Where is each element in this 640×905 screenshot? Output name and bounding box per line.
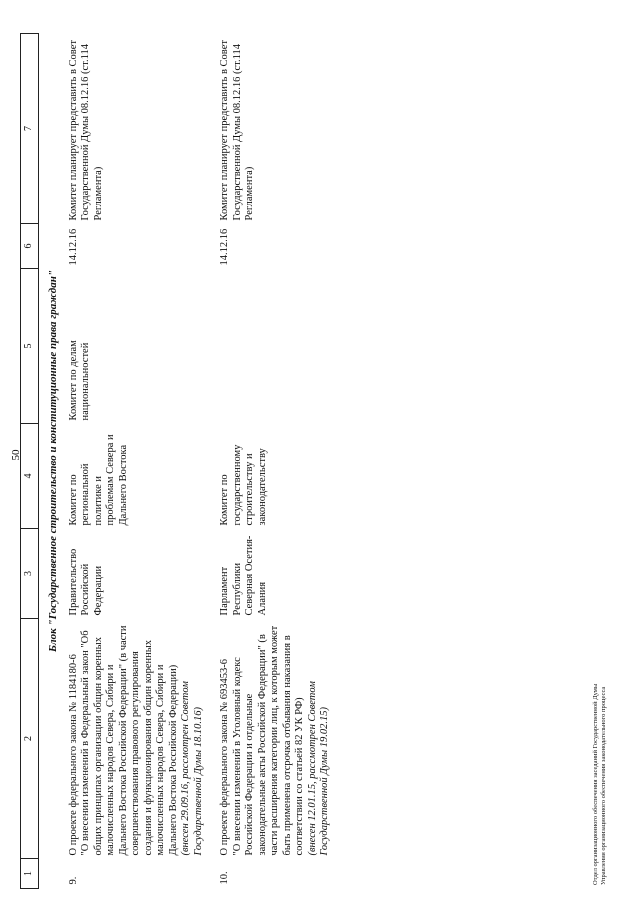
responsible-committee-cell: Комитет по государственному строительству и законодательству — [219, 444, 268, 526]
project-title: О проекте федерального закона № 693453-6 — [219, 658, 230, 856]
initiator-cell: Парламент Республики Северная Осетия-Алания — [219, 535, 268, 616]
project-title: О проекте федерального закона № 1184180-6 — [67, 654, 79, 856]
column-header: 7 — [21, 34, 39, 224]
co-executor-cell — [217, 269, 332, 424]
initiator-cell: Правительство Российской Федерации — [67, 548, 104, 616]
project-description: "О внесении изменений в Федеральный закон "Об общих принципах организации общин коренных малочисленных народов Севера, Сибири и Дальнего Востока Российской Федерации" (в части совершенствования правового регулирования создания и функционирования общин коренных малочисленных народов Севера, Сибири и Дальнего Востока Российской Федерации) — [80, 625, 179, 856]
project-note: (внесен 29.09.16, рассмотрен Советом Государственной Думы 18.10.16) — [180, 681, 204, 856]
column-number-row — [21, 34, 39, 889]
project-cell — [217, 619, 332, 859]
row-number: 10. — [219, 871, 230, 885]
date-cell: 14.12.16 — [219, 228, 230, 266]
block-title: Блок "Государственное строительство и конституционные права граждан" — [47, 270, 59, 652]
column-header: 6 — [21, 224, 39, 269]
table-row — [217, 34, 332, 889]
remark-cell: Комитет планирует представить в Совет Государственной Думы 08.12.16 (ст.114 Регламента) — [67, 40, 104, 221]
remark-cell: Комитет планирует представить в Совет Государственной Думы 08.12.16 (ст.114 Регламента) — [219, 40, 255, 221]
footer — [592, 684, 608, 885]
footer-line: Управления организационного обеспечения законодательного процесса — [600, 686, 607, 885]
project-description: "О внесении изменений в Уголовный кодекс Российской Федерации и отдельные законодательные акты Российской Федерации" (в части расширения категории лиц, к которым может быть применена отсрочка отбывания наказания в соответствии со статьей 82 УК РФ) — [231, 625, 305, 856]
table-row — [66, 34, 206, 889]
project-note: (внесен 12.01.15, рассмотрен Советом Государственной Думы 19.02.15) — [306, 681, 330, 856]
responsible-committee-cell: Комитет по региональной политике и проблемам Севера и Дальнего Востока — [67, 434, 129, 526]
co-executor-cell: Комитет по делам национальностей — [67, 340, 91, 421]
date-cell: 14.12.16 — [67, 228, 79, 266]
column-header: 3 — [21, 529, 39, 619]
footer-line: Отдел организационного обеспечения заседаний Государственной Думы — [592, 683, 599, 885]
column-header: 4 — [21, 424, 39, 529]
row-number: 9. — [67, 876, 79, 885]
column-header: 2 — [21, 619, 39, 859]
page-number: 50 — [10, 449, 22, 461]
project-cell — [66, 619, 206, 859]
agenda-table — [20, 33, 332, 889]
column-header: 1 — [21, 859, 39, 889]
column-header: 5 — [21, 269, 39, 424]
